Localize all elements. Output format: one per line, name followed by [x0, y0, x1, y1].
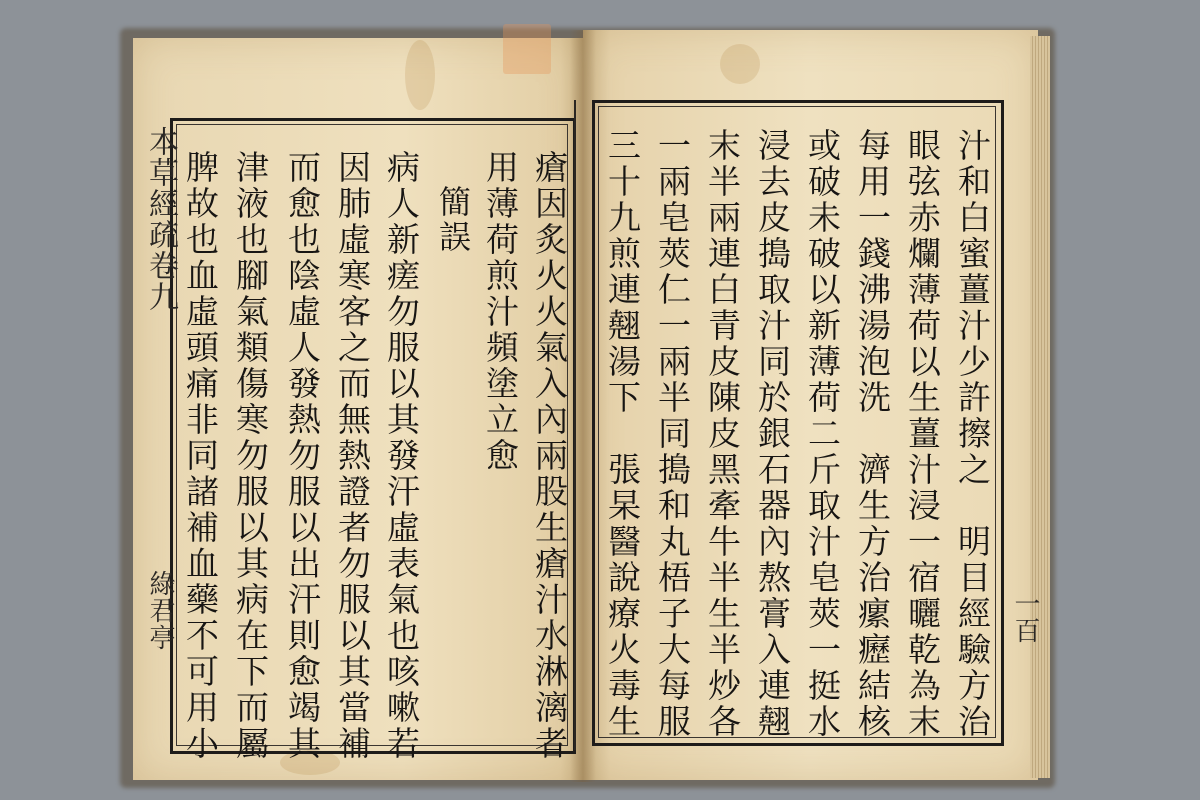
text-column: 瘡因炙火火氣入內兩股生瘡汁水淋漓者 — [530, 150, 569, 762]
text-column: 每用一錢沸湯泡洗 濟生方治瘰癧結核 — [853, 128, 892, 740]
text-column: 眼弦赤爛薄荷以生薑汁浸一宿曬乾為末 — [903, 128, 942, 740]
text-column: 或破未破以新薄荷二斤取汁皂莢一挺水 — [803, 128, 842, 740]
text-column: 三十九煎連翹湯下 張杲醫說療火毒生 — [603, 128, 642, 740]
paper-stain — [405, 40, 435, 110]
text-column: 汁和白蜜薑汁少許擦之 明目經驗方治 — [953, 128, 992, 740]
text-column: 津液也腳氣類傷寒勿服以其病在下而屬 — [231, 150, 270, 762]
tab-mark — [503, 24, 551, 74]
paper-stain — [720, 44, 760, 84]
text-column: 病人新瘥勿服以其發汗虛表氣也咳嗽若 — [382, 150, 421, 762]
text-column: 末半兩連白青皮陳皮黑牽牛半生半炒各 — [703, 128, 742, 740]
section-heading: 簡誤 — [434, 185, 472, 255]
text-column: 用薄荷煎汁頻塗立愈 — [481, 150, 520, 474]
text-column: 脾故也血虛頭痛非同諸補血藥不可用小 — [181, 150, 220, 762]
text-column: 浸去皮搗取汁同於銀石器內熬膏入連翹 — [753, 128, 792, 740]
text-column: 一兩皂莢仁一兩半同搗和丸梧子大每服 — [653, 128, 692, 740]
center-rule — [574, 100, 576, 750]
page-number: 一百 — [1010, 590, 1040, 644]
text-column: 而愈也陰虛人發熱勿服以出汗則愈竭其 — [283, 150, 322, 762]
margin-footer: 綠君亭 — [145, 570, 175, 651]
margin-title: 本草經疏卷九 — [143, 126, 178, 312]
page-edges — [1030, 36, 1050, 778]
text-column: 因肺虛寒客之而無熱證者勿服以其當補 — [333, 150, 372, 762]
